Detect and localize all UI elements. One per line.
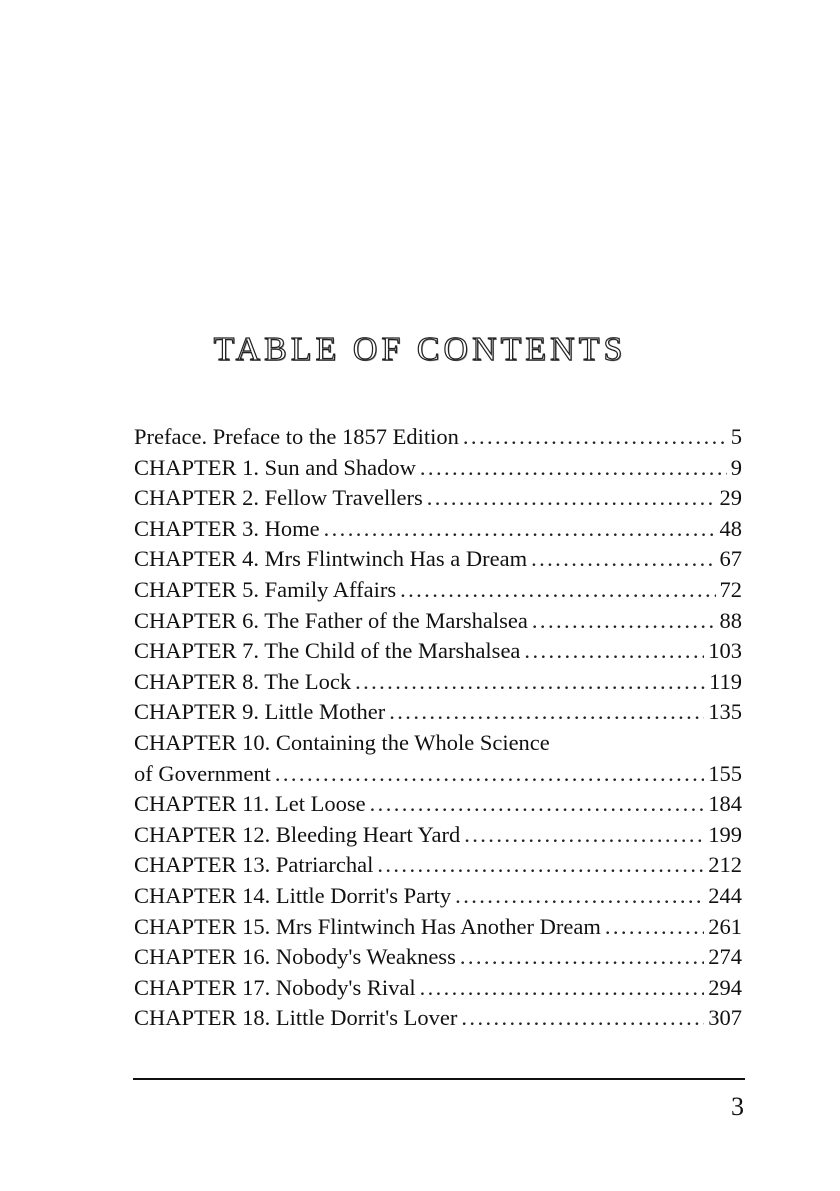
toc-entry-page: 261 — [708, 913, 742, 939]
dot-leader — [460, 942, 704, 973]
toc-entry-title: Preface. Preface to the 1857 Edition — [134, 424, 459, 449]
toc-entry-page: 307 — [708, 1005, 742, 1031]
dot-leader — [275, 759, 704, 790]
toc-entry-page: 155 — [708, 760, 742, 786]
toc-entry-title: CHAPTER 9. Little Mother — [134, 699, 386, 725]
toc-entry-title: CHAPTER 4. Mrs Flintwinch Has a Dream — [134, 546, 528, 572]
toc-entry-title: CHAPTER 11. Let Loose — [134, 791, 366, 817]
toc-entry-page: 244 — [708, 882, 742, 908]
toc-entry-title: CHAPTER 17. Nobody's Rival — [134, 974, 416, 1000]
toc-entry-title: CHAPTER 8. The Lock — [134, 668, 352, 694]
dot-leader — [524, 636, 704, 667]
toc-entry-chapter-13[interactable] — [134, 850, 742, 881]
toc-entry-page: 48 — [719, 515, 742, 541]
toc-entry-title: CHAPTER 12. Bleeding Heart Yard — [134, 821, 461, 847]
toc-entry-chapter-10-line1[interactable]: CHAPTER 10. Containing the Whole Science — [134, 729, 550, 755]
toc-entry-title: CHAPTER 15. Mrs Flintwinch Has Another Dream — [134, 913, 601, 939]
toc-entry-page: 274 — [708, 944, 742, 970]
toc-entry-title: CHAPTER 6. The Father of the Marshalsea — [134, 607, 528, 633]
toc-entry-title: CHAPTER 7. The Child of the Marshalsea — [134, 638, 521, 664]
toc-entry-chapter-11[interactable] — [134, 789, 742, 820]
toc-entry-chapter-4[interactable] — [134, 544, 742, 575]
toc-entry-chapter-1[interactable] — [134, 453, 742, 484]
dot-leader — [605, 912, 704, 943]
toc-entry-chapter-10[interactable] — [134, 759, 742, 790]
dot-leader — [400, 575, 715, 606]
toc-entry-page: 119 — [709, 668, 742, 694]
toc-entry-page: 212 — [708, 852, 742, 878]
toc-entry-title: CHAPTER 13. Patriarchal — [134, 852, 374, 878]
toc-entry-title: CHAPTER 1. Sun and Shadow — [134, 454, 416, 480]
dot-leader — [370, 789, 705, 820]
dot-leader — [461, 1003, 704, 1034]
toc-entry-chapter-17[interactable] — [134, 973, 742, 1004]
toc-entry-preface[interactable] — [134, 422, 742, 453]
toc-entry-title: CHAPTER 2. Fellow Travellers — [134, 485, 423, 511]
toc-entry-title: of Government — [134, 760, 271, 786]
page-title: TABLE OF CONTENTS — [213, 330, 627, 368]
toc-entry-chapter-3[interactable] — [134, 514, 742, 545]
dot-leader — [455, 881, 704, 912]
toc-entry-title: CHAPTER 14. Little Dorrit's Party — [134, 882, 452, 908]
dot-leader — [464, 820, 704, 851]
toc-entry-chapter-5[interactable] — [134, 575, 742, 606]
toc-entry-page: 29 — [719, 485, 742, 511]
toc-entry-page: 103 — [708, 638, 742, 664]
toc-entry-page: 294 — [708, 974, 742, 1000]
toc-entry-page: 67 — [719, 546, 742, 572]
dot-leader — [355, 667, 705, 698]
toc-entry-page: 5 — [730, 424, 742, 449]
toc-entry-chapter-2[interactable] — [134, 483, 742, 514]
dot-leader — [427, 483, 716, 514]
dot-leader — [531, 544, 715, 575]
toc-entry-page: 184 — [708, 791, 742, 817]
toc-entry-chapter-12[interactable] — [134, 820, 742, 851]
toc-entry-chapter-8[interactable] — [134, 667, 742, 698]
toc-entry-title: CHAPTER 3. Home — [134, 515, 320, 541]
toc-entry-title: CHAPTER 5. Family Affairs — [134, 576, 397, 602]
toc-entry-chapter-6[interactable] — [134, 606, 742, 637]
toc-entry-chapter-7[interactable] — [134, 636, 742, 667]
dot-leader — [463, 422, 727, 453]
dot-leader — [389, 697, 704, 728]
toc-entry-page: 72 — [719, 576, 742, 602]
dot-leader — [420, 453, 727, 484]
footer-divider — [133, 1078, 745, 1080]
table-of-contents — [134, 422, 742, 1034]
toc-entry-title: CHAPTER 18. Little Dorrit's Lover — [134, 1005, 458, 1031]
toc-entry-title: CHAPTER 16. Nobody's Weakness — [134, 944, 456, 970]
toc-entry-chapter-15[interactable] — [134, 912, 742, 943]
toc-entry-chapter-14[interactable] — [134, 881, 742, 912]
page-number: 3 — [731, 1092, 744, 1121]
dot-leader — [324, 514, 716, 545]
dot-leader — [377, 850, 704, 881]
toc-entry-page: 9 — [730, 454, 742, 480]
toc-entry-chapter-9[interactable] — [134, 697, 742, 728]
dot-leader — [420, 973, 705, 1004]
toc-entry-page: 135 — [708, 699, 742, 725]
toc-entry-page: 88 — [719, 607, 742, 633]
toc-entry-chapter-16[interactable] — [134, 942, 742, 973]
dot-leader — [532, 606, 716, 637]
toc-entry-chapter-18[interactable] — [134, 1003, 742, 1034]
toc-entry-page: 199 — [708, 821, 742, 847]
